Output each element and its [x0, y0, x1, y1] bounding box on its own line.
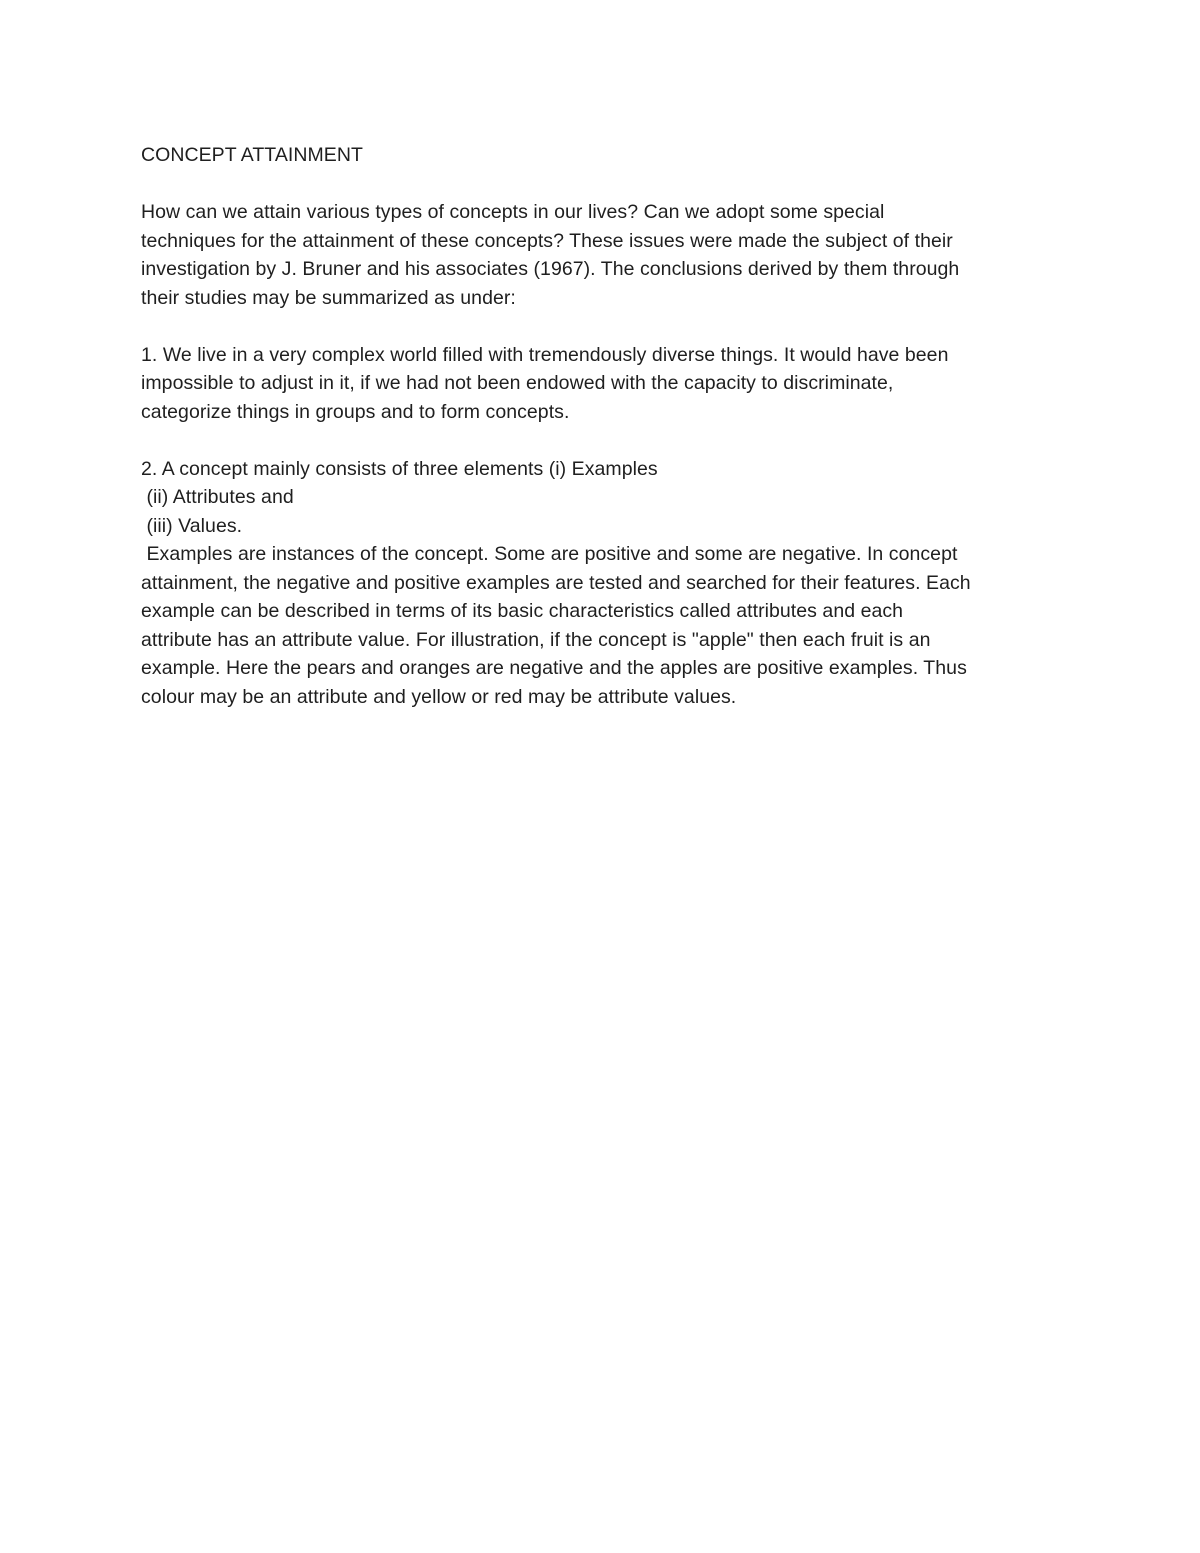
point-2-line: Examples are instances of the concept. Some are positive and some are negative. In concept [141, 543, 958, 565]
point-2-line: attribute has an attribute value. For illustration, if the concept is "apple" then each fruit is an [141, 628, 931, 651]
point-2-paragraph [141, 455, 1071, 712]
paragraph-gap [141, 170, 1071, 199]
point-2-line: attainment, the negative and positive examples are tested and searched for their features. Each [141, 571, 971, 594]
document-body [141, 141, 1071, 711]
page-title: CONCEPT ATTAINMENT [141, 144, 363, 166]
intro-line: investigation by J. Bruner and his associates (1967). The conclusions derived by them through [141, 258, 960, 280]
intro-line: their studies may be summarized as under: [141, 286, 516, 309]
point-2-line: colour may be an attribute and yellow or red may be attribute values. [141, 685, 737, 708]
point-1-paragraph [141, 341, 1071, 427]
point-2-line: (ii) Attributes and [141, 486, 294, 508]
point-2-line: example can be described in terms of its basic characteristics called attributes and each [141, 600, 904, 622]
point-2-line: example. Here the pears and oranges are negative and the apples are positive examples. Thus [141, 657, 967, 679]
intro-line: How can we attain various types of concepts in our lives? Can we adopt some special [141, 201, 885, 223]
point-1-line: 1. We live in a very complex world filled with tremendously diverse things. It would have been [141, 343, 949, 366]
paragraph-gap [141, 312, 1071, 341]
point-2-line: (iii) Values. [141, 514, 243, 537]
paragraph-gap [141, 426, 1071, 455]
point-1-line: categorize things in groups and to form concepts. [141, 400, 570, 423]
point-2-line: 2. A concept mainly consists of three elements (i) Examples [141, 457, 658, 480]
intro-paragraph [141, 198, 1071, 312]
point-1-line: impossible to adjust in it, if we had not been endowed with the capacity to discriminate, [141, 372, 894, 394]
intro-line: techniques for the attainment of these concepts? These issues were made the subject of their [141, 229, 953, 252]
